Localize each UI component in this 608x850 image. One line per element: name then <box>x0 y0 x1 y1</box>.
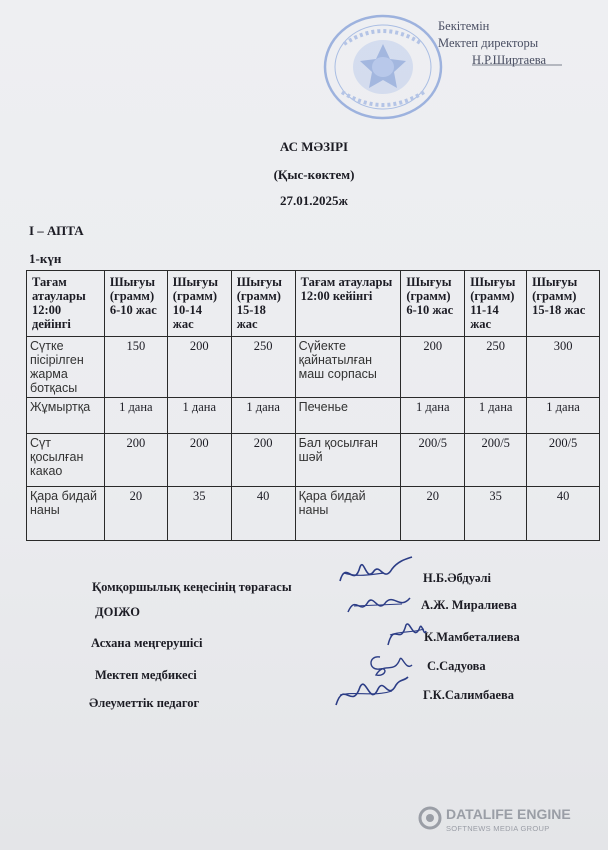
table-cell: Сүйекте қайнатылған маш сорпасы <box>295 337 401 398</box>
table-cell: 1 дана <box>465 398 527 434</box>
table-row <box>27 398 600 434</box>
column-header: Шығуы (грамм) 6-10 жас <box>104 271 167 337</box>
watermark-subtitle: SOFTNEWS MEDIA GROUP <box>446 824 550 833</box>
table-cell: 1 дана <box>401 398 465 434</box>
table-cell: 250 <box>231 337 295 398</box>
table-cell: 200 <box>401 337 465 398</box>
official-seal-icon <box>322 14 444 120</box>
table-cell: 150 <box>104 337 167 398</box>
signature-role: ДОІЖО <box>95 605 140 619</box>
table-cell: Қара бидай наны <box>27 487 105 541</box>
week-label: І – АПТА <box>29 223 84 238</box>
column-header: Шығуы (грамм) 10-14 жас <box>167 271 231 337</box>
table-cell: Қара бидай наны <box>295 487 401 541</box>
table-row <box>27 434 600 487</box>
column-header: Шығуы (грамм) 11-14 жас <box>465 271 527 337</box>
signature-role: Мектеп медбикесі <box>95 668 197 682</box>
table-cell: 200/5 <box>401 434 465 487</box>
table-cell: 1 дана <box>104 398 167 434</box>
signature-role: Асхана меңгерушісі <box>91 636 203 650</box>
table-cell: 200 <box>231 434 295 487</box>
signature-mark-3 <box>384 617 428 651</box>
table-cell: Сүтке пісірілген жарма ботқасы <box>27 337 105 398</box>
table-row <box>27 337 600 398</box>
signature-mark-2 <box>344 590 414 620</box>
table-cell: 35 <box>465 487 527 541</box>
signature-name: С.Садуова <box>427 659 486 673</box>
approval-line-1: Бекітемін <box>438 19 490 33</box>
table-cell: 200 <box>167 337 231 398</box>
signature-mark-5 <box>330 671 410 715</box>
table-cell: 200 <box>167 434 231 487</box>
table-cell: 1 дана <box>527 398 600 434</box>
menu-table <box>26 270 600 541</box>
season-subtitle: (Қыс-көктем) <box>273 167 355 182</box>
column-header: Шығуы (грамм) 6-10 жас <box>401 271 465 337</box>
table-cell: 300 <box>527 337 600 398</box>
datalife-logo-icon <box>418 806 442 830</box>
table-cell: 200/5 <box>465 434 527 487</box>
table-cell: 200 <box>104 434 167 487</box>
table-row <box>27 487 600 541</box>
table-cell: 20 <box>401 487 465 541</box>
day-label: 1-күн <box>29 251 62 266</box>
approval-signature-line <box>472 60 562 70</box>
table-cell: 40 <box>231 487 295 541</box>
signature-role: Әлеуметтік педагог <box>89 696 200 710</box>
table-cell: 1 дана <box>231 398 295 434</box>
table-cell: 200/5 <box>527 434 600 487</box>
signature-name: А.Ж. Миралиева <box>421 598 517 612</box>
signature-name: Н.Б.Әбдуәлі <box>423 571 492 585</box>
table-cell: Печенье <box>295 398 401 434</box>
column-header: Шығуы (грамм) 15-18 жас <box>527 271 600 337</box>
table-cell: Жұмыртқа <box>27 398 105 434</box>
table-header-row <box>27 271 600 337</box>
approval-line-2: Мектеп директоры <box>438 36 539 50</box>
menu-date: 27.01.2025ж <box>280 193 348 208</box>
director-name: Н.Р.Ширтаева <box>472 53 547 67</box>
signature-name: Г.К.Салимбаева <box>423 688 515 702</box>
table-cell: 20 <box>104 487 167 541</box>
page-title: АС МӘЗІРІ <box>279 139 349 154</box>
column-header: Тағам атаулары 12:00 дейінгі <box>27 271 105 337</box>
table-cell: 40 <box>527 487 600 541</box>
column-header: Тағам атаулары 12:00 кейінгі <box>295 271 401 337</box>
table-cell: Сүт қосылған какао <box>27 434 105 487</box>
table-cell: 35 <box>167 487 231 541</box>
table-cell: Бал қосылған шәй <box>295 434 401 487</box>
table-cell: 1 дана <box>167 398 231 434</box>
table-cell: 250 <box>465 337 527 398</box>
signature-mark-1 <box>336 553 416 593</box>
signature-name: К.Мамбеталиева <box>424 630 520 644</box>
watermark-brand: DATALIFE ENGINE <box>446 806 571 822</box>
column-header: Шығуы (грамм) 15-18 жас <box>231 271 295 337</box>
signature-role: Қомқоршылық кеңесінің төрағасы <box>92 580 292 594</box>
